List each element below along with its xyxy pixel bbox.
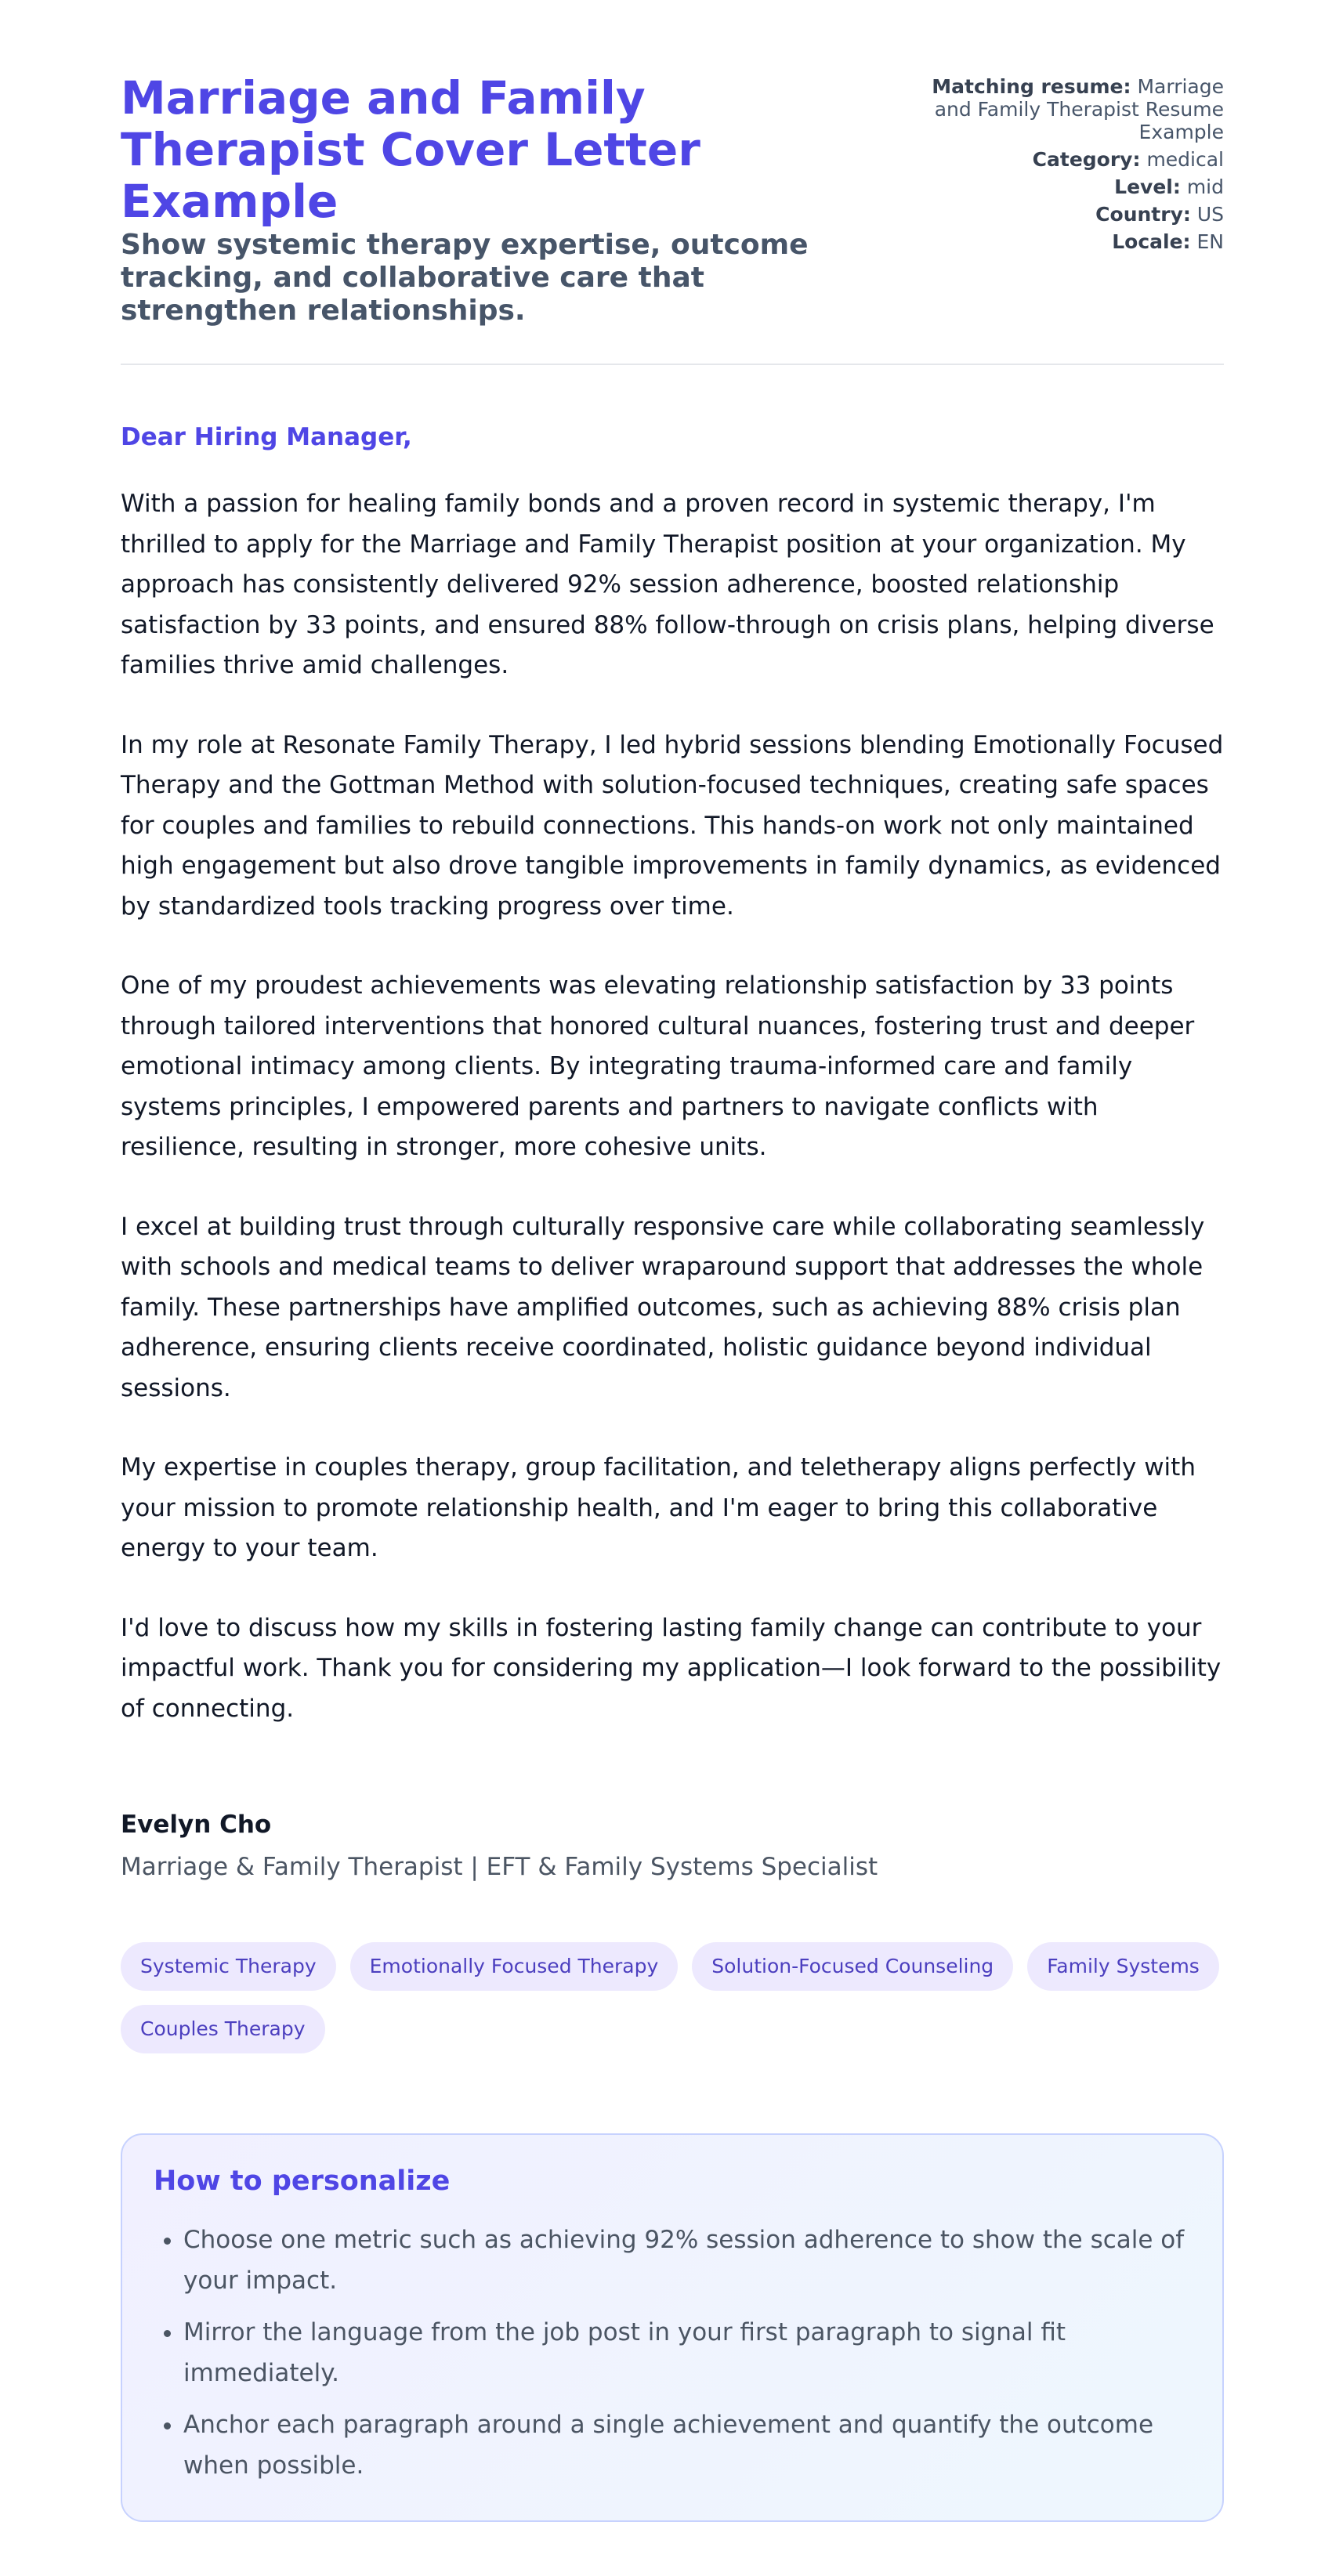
letter-paragraph: I excel at building trust through culturally responsive care while collaborating seamlessly with schools and medical teams to deliver wraparound support that addresses the whole family. These partnerships have amplified outcomes, such as achieving 88% crisis plan adherence, ensuring clients receive coordinated, holistic guidance beyond individual sessions. <box>121 1212 1205 1402</box>
title-block <box>121 72 904 327</box>
meta-country <box>926 203 1224 226</box>
meta-locale <box>926 230 1224 253</box>
letter-greeting: Dear Hiring Manager, <box>121 423 412 451</box>
cover-letter-page <box>121 0 1224 2522</box>
letter-paragraph: One of my proudest achievements was elevating relationship satisfaction by 33 points through tailored interventions that honored cultural nuances, fostering trust and deeper emotional intimacy among clients. By integrating trauma-informed care and family systems principles, I empowered parents and partners to navigate conflicts with resilience, resulting in stronger, more cohesive units. <box>121 971 1195 1161</box>
tips-title: How to personalize <box>154 2165 451 2197</box>
letter-body <box>121 484 1224 1729</box>
meta-category-value: medical <box>1146 148 1224 171</box>
meta-locale-value: EN <box>1196 230 1224 253</box>
letter-paragraph: In my role at Resonate Family Therapy, I led hybrid sessions blending Emotionally Focused Therapy and the Gottman Method with solution-focused techniques, creating safe spaces for couples and families to rebuild connections. This hands-on work not only maintained high engagement but also drove tangible improvements in family dynamics, as evidenced by standardized tools tracking progress over time. <box>121 730 1224 921</box>
skill-tag: Couples Therapy <box>121 2005 325 2053</box>
skill-tags <box>121 1942 1233 2068</box>
skill-tag: Emotionally Focused Therapy <box>350 1942 679 1991</box>
skill-tag: Solution-Focused Counseling <box>692 1942 1013 1991</box>
tip-item: • Anchor each paragraph around a single achievement and quantify the outcome when possible. <box>183 2404 1191 2486</box>
meta-country-label: Country: <box>1095 203 1191 226</box>
letter-paragraph: My expertise in couples therapy, group facilitation, and teletherapy aligns perfectly with your mission to promote relationship health, and I'm eager to bring this collaborative energy to your team. <box>121 1453 1196 1562</box>
meta-level <box>926 175 1224 198</box>
signature-role: Marriage & Family Therapist | EFT & Family Systems Specialist <box>121 1853 878 1881</box>
tip-item: • Choose one metric such as achieving 92% session adherence to show the scale of your impact. <box>183 2220 1191 2301</box>
meta-category <box>926 148 1224 171</box>
personalize-tips-box <box>121 2133 1224 2522</box>
meta-locale-label: Locale: <box>1112 230 1191 253</box>
meta-country-value: US <box>1196 203 1224 226</box>
tip-item: • Mirror the language from the job post in your first paragraph to signal fit immediately. <box>183 2312 1191 2393</box>
meta-level-value: mid <box>1186 175 1224 198</box>
meta-matching-resume-link[interactable]: Marriage and Family Therapist Resume Example <box>934 75 1224 143</box>
meta-level-label: Level: <box>1114 175 1181 198</box>
tips-list <box>154 2220 1191 2486</box>
page-subtitle: Show systemic therapy expertise, outcome tracking, and collaborative care that strengthen relationships. <box>121 229 809 327</box>
letter-paragraph: With a passion for healing family bonds and a proven record in systemic therapy, I'm thrilled to apply for the Marriage and Family Therapist position at your organization. My approach has consistently delivered 92% session adherence, boosted relationship satisfaction by 33 points, and ensured 88% follow-through on crisis plans, helping diverse families thrive amid challenges. <box>121 490 1214 679</box>
signature-name: Evelyn Cho <box>121 1811 272 1839</box>
skill-tag: Systemic Therapy <box>121 1942 336 1991</box>
meta-matching-resume-label: Matching resume: <box>932 75 1131 98</box>
page-header <box>121 72 1224 365</box>
skill-tag: Family Systems <box>1027 1942 1219 1991</box>
letter-paragraph: I'd love to discuss how my skills in fostering lasting family change can contribute to your impactful work. Thank you for considering my application—I look forward to the possibility of connecting. <box>121 1613 1222 1723</box>
meta-panel <box>926 72 1224 258</box>
meta-matching-resume <box>926 75 1224 143</box>
meta-category-label: Category: <box>1032 148 1141 171</box>
page-title: Marriage and Family Therapist Cover Letter Example <box>121 71 700 228</box>
